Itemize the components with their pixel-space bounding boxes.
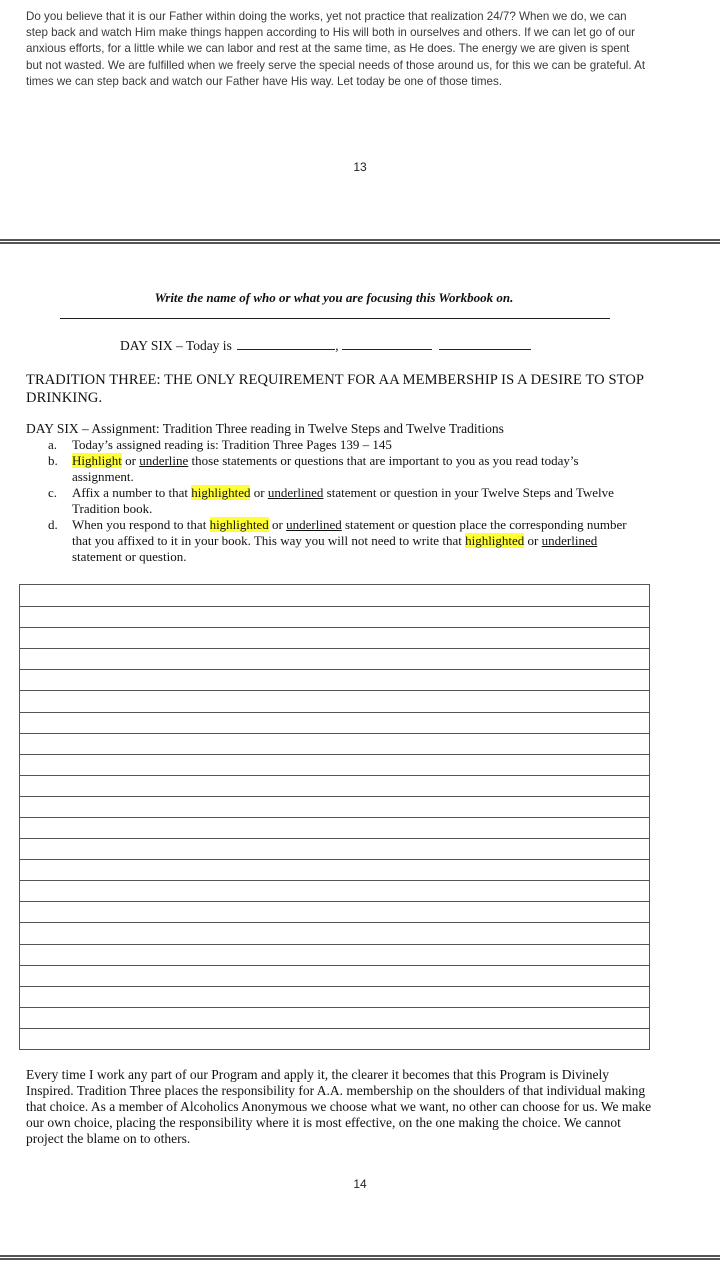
writing-line [20, 817, 649, 818]
highlighted-word: highlighted [191, 485, 251, 500]
assignment-heading: DAY SIX – Assignment: Tradition Three reading in Twelve Steps and Twelve Traditions [26, 421, 504, 436]
item-text: When you respond to that [72, 517, 210, 532]
page-number-14: 14 [353, 1177, 367, 1191]
list-marker: b. [48, 453, 58, 468]
focus-prompt: Write the name of who or what you are focusing this Workbook on. [154, 290, 514, 305]
list-item [48, 485, 638, 517]
writing-line [20, 986, 649, 987]
writing-line [20, 1007, 649, 1008]
writing-line [20, 690, 649, 691]
item-text: statement or question place the corresponding number that you affixed to it in your book. This way you will not need to write that [72, 517, 627, 548]
focus-answer-line [60, 318, 610, 319]
day-label: DAY SIX – Today is [120, 338, 232, 353]
writing-line [20, 775, 649, 776]
day-line: DAY SIX – Today is , [120, 337, 531, 354]
page-number-13: 13 [353, 160, 367, 174]
writing-line [20, 922, 649, 923]
list-marker: c. [48, 485, 58, 500]
writing-area[interactable] [19, 584, 650, 1050]
highlighted-word: highlighted [465, 533, 525, 548]
assignment-list [48, 437, 638, 565]
item-text: Today’s assigned reading is: Tradition Three Pages 139 – 145 [72, 437, 392, 452]
writing-line [20, 669, 649, 670]
item-text: statement or question in your Twelve Steps and Twelve Tradition book. [72, 485, 614, 516]
page-break-rule [0, 239, 720, 245]
list-item [48, 453, 638, 485]
highlighted-word: Highlight [72, 453, 122, 468]
underlined-word: underlined [286, 517, 342, 532]
item-text: those statements or questions that are important to you as you read today’s assignment. [72, 453, 579, 484]
list-item [48, 437, 638, 453]
underlined-word: underline [139, 453, 189, 468]
tradition-heading: TRADITION THREE: THE ONLY REQUIREMENT FOR AA MEMBERSHIP IS A DESIRE TO STOP DRINKING. [26, 372, 644, 406]
connector-text: or [250, 485, 268, 500]
writing-line [20, 965, 649, 966]
date-blank-3 [439, 337, 531, 350]
underlined-word: underlined [541, 533, 598, 548]
page-bottom-rule [0, 1255, 720, 1261]
writing-line [20, 880, 649, 881]
writing-line [20, 1028, 649, 1029]
connector-text: or [121, 453, 140, 468]
highlighted-word: highlighted [209, 517, 269, 532]
item-text: Affix a number to that [72, 485, 192, 500]
writing-line [20, 712, 649, 713]
list-item [48, 517, 638, 565]
connector-text: or [268, 517, 287, 532]
writing-line [20, 796, 649, 797]
writing-line [20, 606, 649, 607]
writing-line [20, 648, 649, 649]
writing-line [20, 859, 649, 860]
item-text: statement or question. [72, 549, 187, 564]
list-marker: a. [48, 437, 58, 452]
connector-text: or [524, 533, 542, 548]
writing-line [20, 754, 649, 755]
date-blank-1 [237, 337, 335, 350]
closing-paragraph: Every time I work any part of our Program and apply it, the clearer it becomes that this Program is Divinely Inspired. Tradition Three places the responsibility for A.A. membership on the shoulders of that individual making that choice. As a member of Alcoholics Anonymous we choose what we want, no other can choose for us. We make our own choice, placing the responsibility where it is most effective, on the one making the choice. We cannot project the blame on to others. [26, 1067, 652, 1146]
writing-line [20, 733, 649, 734]
writing-line [20, 838, 649, 839]
previous-page-paragraph: Do you believe that it is our Father within doing the works, yet not practice that realization 24/7? When we do, we can step back and watch Him make things happen according to His will both in ourselves and others. If we can let go of our anxious efforts, for a little while we can labor and rest at the same time, as He does. The energy we are given is spent but not wasted. We are fulfilled when we freely serve the special needs of those around us, for this we can be grateful. At times we can step back and watch our Father have His way. Let today be one of those times. [26, 10, 646, 88]
date-blank-2 [342, 337, 432, 350]
writing-line [20, 627, 649, 628]
list-marker: d. [48, 517, 58, 532]
writing-line [20, 901, 649, 902]
writing-line [20, 944, 649, 945]
underlined-word: underlined [267, 485, 324, 500]
